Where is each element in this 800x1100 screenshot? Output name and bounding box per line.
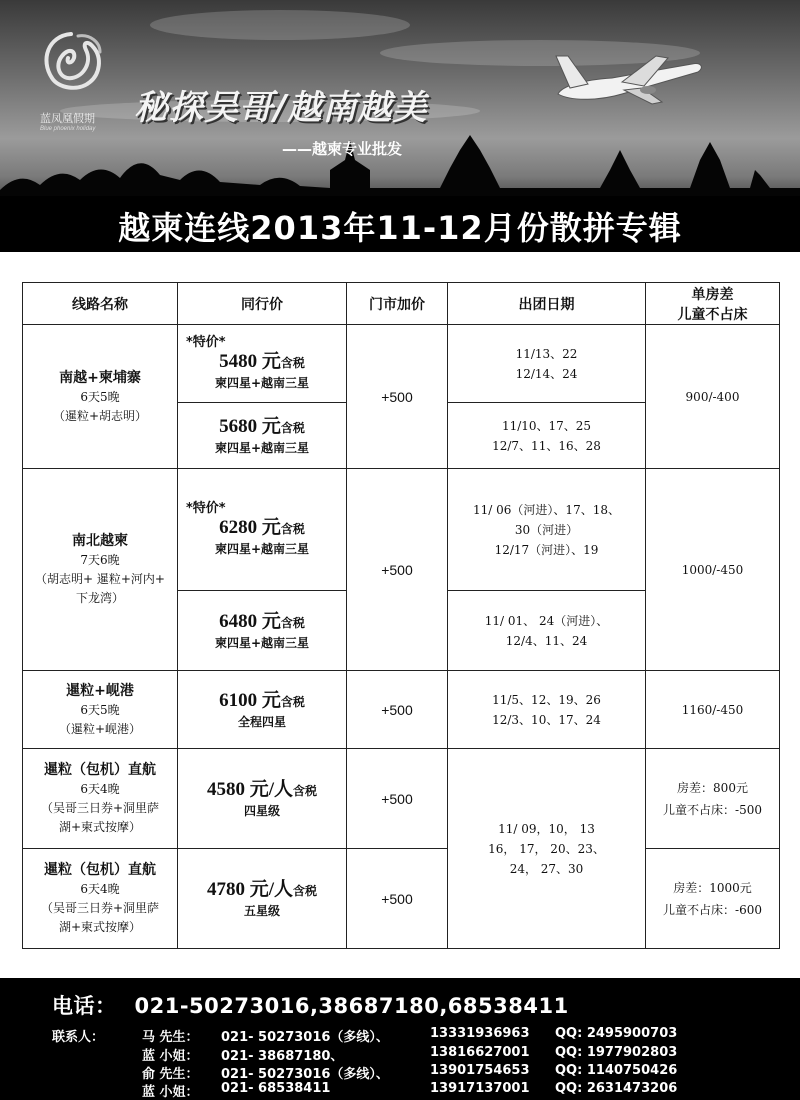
date-line: 12/3、10、17、24: [492, 712, 601, 727]
date-line: 11/10、17、25: [501, 418, 592, 433]
special-offer-tag: *特价*: [186, 334, 226, 350]
tax-included-label: 含税: [280, 521, 305, 536]
contact-qq[interactable]: QQ: 2631473206: [555, 1081, 678, 1096]
room-supplement: 房差：800元: [677, 780, 748, 795]
table-row: [23, 671, 780, 749]
hotel-standard: 柬四星+越南三星: [214, 375, 310, 390]
route-name-cell: [23, 749, 178, 849]
contact-mobile[interactable]: 13816627001: [430, 1045, 530, 1060]
table-header-row: [23, 283, 780, 325]
price-cell: [178, 749, 347, 849]
route-table: [22, 282, 780, 949]
date-line: 11/5、12、19、26: [492, 692, 601, 707]
price-value: [178, 350, 346, 375]
contact-office-phone[interactable]: 021- 68538411: [221, 1081, 331, 1096]
table-row: [23, 469, 780, 591]
contact-qq[interactable]: QQ: 1977902803: [555, 1045, 678, 1060]
tax-included-label: 含税: [280, 694, 305, 709]
price-cell: [178, 671, 347, 749]
single-supplement-cell: 1000/-450: [646, 469, 780, 671]
price-value: [178, 610, 346, 635]
table-row: [23, 325, 780, 403]
price-value: [178, 415, 346, 440]
markup-cell: +500: [347, 325, 448, 469]
route-name-cell: [23, 469, 178, 671]
price-cell: [178, 325, 347, 403]
route-name-cell: [23, 325, 178, 469]
route-cities: （暹粒+胡志明）: [52, 408, 148, 423]
dates-cell: [448, 403, 646, 469]
date-line: 16， 17， 20、23、: [488, 841, 605, 856]
route-cities: 湖+柬式按摩）: [58, 920, 142, 934]
route-cities: （吴哥三日券+洞里萨: [40, 901, 160, 915]
price-amount: 4580 元/人: [206, 778, 293, 800]
date-line: 12/4、11、24: [505, 633, 588, 648]
date-line: 11/ 01、 24（河进）、: [484, 613, 609, 628]
hotel-standard: 全程四星: [237, 714, 286, 729]
single-supplement-cell: 1160/-450: [646, 671, 780, 749]
table-row: [23, 849, 780, 949]
dates-cell: [448, 325, 646, 403]
markup-cell: +500: [347, 469, 448, 671]
price-value: [178, 778, 346, 803]
markup-cell: +500: [347, 671, 448, 749]
logo-chinese-name: 蓝凤凰假期: [40, 112, 95, 125]
phone-label: 电话：: [52, 994, 117, 1018]
date-line: 11/13、22: [515, 346, 578, 361]
route-name: 暹粒+岘港: [66, 682, 134, 699]
date-line: 12/17（河进）、19: [494, 542, 599, 557]
price-amount: 5480 元: [219, 350, 281, 372]
route-name: 暹粒（包机）直航: [44, 862, 156, 878]
price-cell: [178, 403, 347, 469]
price-amount: 6480 元: [219, 610, 281, 632]
contact-mobile[interactable]: 13917137001: [430, 1081, 530, 1096]
page-title: 越柬连线2013年11-12月份散拼专辑: [118, 209, 682, 247]
single-supplement-cell: [646, 749, 780, 849]
route-name: 南越+柬埔寨: [59, 369, 141, 386]
header-child-no-bed: 儿童不占床: [677, 306, 748, 323]
route-duration: 6天5晚: [80, 702, 120, 717]
contact-office-phone[interactable]: 021- 50273016（多线）、: [221, 1030, 389, 1045]
logo-english-name: Blue phoenix holiday: [40, 126, 96, 132]
route-cities: （胡志明+ 暹粒+河内+: [35, 572, 165, 586]
hotel-standard: 四星级: [243, 803, 280, 818]
route-name: 暹粒（包机）直航: [44, 762, 156, 778]
hotel-standard: 柬四星+越南三星: [214, 440, 310, 455]
price-amount: 5680 元: [219, 415, 281, 437]
price-cell: [178, 469, 347, 591]
tax-included-label: 含税: [293, 783, 318, 798]
dates-cell: [448, 749, 646, 949]
tax-included-label: 含税: [280, 355, 305, 370]
contact-qq[interactable]: QQ: 1140750426: [555, 1063, 678, 1078]
tax-included-label: 含税: [280, 615, 305, 630]
phoenix-logo-icon: [38, 30, 104, 94]
price-amount: 6280 元: [219, 516, 281, 538]
dates-cell: [448, 591, 646, 671]
header-peer-price: 同行价: [178, 283, 347, 325]
dates-cell: [448, 469, 646, 591]
single-supplement-cell: [646, 849, 780, 949]
route-cities: （暹粒+岘港）: [58, 721, 142, 736]
contact-name: 蓝 小姐：: [142, 1049, 199, 1064]
header-single-room: 单房差: [691, 286, 734, 303]
table-row: [23, 749, 780, 849]
contact-mobile[interactable]: 13331936963: [430, 1026, 530, 1041]
header-store-markup: 门市加价: [347, 283, 448, 325]
cloud-streak: [150, 10, 410, 40]
route-name-cell: [23, 849, 178, 949]
contact-name: 蓝 小姐：: [142, 1085, 199, 1100]
date-line: 12/7、11、16、28: [492, 438, 601, 453]
contact-row: [0, 1063, 800, 1080]
hotel-standard: 柬四星+越南三星: [214, 541, 310, 556]
header-route-name: 线路名称: [23, 283, 178, 325]
contact-row: [0, 1081, 800, 1098]
route-cities: 湖+柬式按摩）: [58, 820, 142, 834]
route-cities: 下龙湾）: [75, 591, 124, 605]
route-duration: 6天4晚: [80, 882, 120, 896]
tax-included-label: 含税: [293, 883, 318, 898]
contact-name: 马 先生：: [142, 1030, 199, 1045]
route-duration: 6天4晚: [80, 782, 120, 796]
header-departure-dates: 出团日期: [448, 283, 646, 325]
price-amount: 4780 元/人: [206, 878, 293, 900]
markup-cell: +500: [347, 749, 448, 849]
child-no-bed: 儿童不占床：-500: [663, 802, 762, 817]
phone-line: [52, 990, 569, 1020]
route-cities: （吴哥三日券+洞里萨: [40, 801, 160, 815]
dates-cell: [448, 671, 646, 749]
special-offer-tag: *特价*: [186, 500, 226, 516]
markup-cell: +500: [347, 849, 448, 949]
route-name-cell: [23, 671, 178, 749]
subslogan: ——越柬专业批发: [282, 140, 403, 158]
price-value: [178, 516, 346, 541]
route-duration: 6天5晚: [80, 389, 120, 404]
price-cell: [178, 849, 347, 949]
phone-numbers[interactable]: 021-50273016,38687180,68538411: [134, 994, 569, 1018]
date-line: 24， 27、30: [509, 861, 584, 876]
contact-office-phone[interactable]: 021- 38687180、: [221, 1049, 344, 1064]
price-value: [178, 878, 346, 903]
slogan: 秘探吴哥/越南越美: [134, 88, 428, 128]
contact-name: 俞 先生：: [142, 1067, 199, 1082]
tax-included-label: 含税: [280, 420, 305, 435]
contact-office-phone[interactable]: 021- 50273016（多线）、: [221, 1067, 389, 1082]
single-supplement-cell: 900/-400: [646, 325, 780, 469]
contact-person-label: 联系人：: [52, 1030, 105, 1045]
contact-qq[interactable]: QQ: 2495900703: [555, 1026, 678, 1041]
hotel-standard: 五星级: [243, 903, 280, 918]
date-line: 11/ 09，10， 13: [498, 821, 595, 836]
contact-mobile[interactable]: 13901754653: [430, 1063, 530, 1078]
hotel-standard: 柬四星+越南三星: [214, 635, 310, 650]
contact-row: [0, 1045, 800, 1062]
header-single-supplement: [646, 283, 780, 325]
price-cell: [178, 591, 347, 671]
date-line: 12/14、24: [515, 366, 578, 381]
room-supplement: 房差：1000元: [673, 880, 752, 895]
price-value: [178, 689, 346, 714]
contact-row: [0, 1026, 800, 1043]
date-line: 30（河进）: [514, 522, 579, 537]
route-name: 南北越柬: [72, 533, 128, 549]
route-duration: 7天6晚: [80, 553, 120, 567]
price-amount: 6100 元: [219, 689, 281, 711]
child-no-bed: 儿童不占床：-600: [663, 902, 762, 917]
date-line: 11/ 06（河进）、17、18、: [473, 502, 620, 517]
airplane-icon: [552, 50, 704, 106]
